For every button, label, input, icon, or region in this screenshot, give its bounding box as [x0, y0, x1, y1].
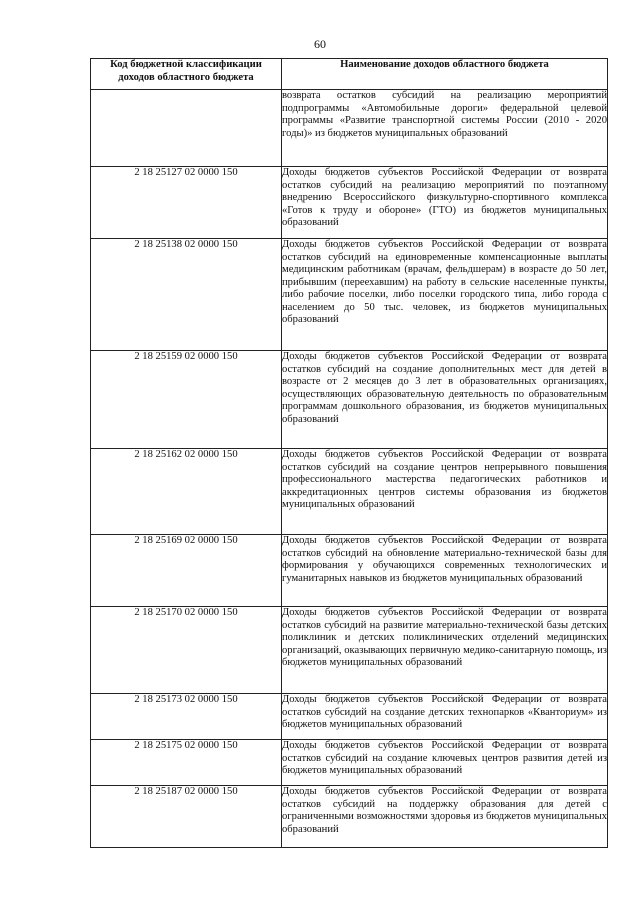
- row-code: 2 18 25169 02 0000 150: [91, 535, 282, 607]
- row-name: Доходы бюджетов субъектов Российской Федерации от возврата остатков субсидий на развитие материально-технической базы детских поликлиник и детских поликлинических отделений медицинских организаций, оказывающих первичную медико-санитарную помощь, из бюджетов муниципальных образований: [282, 607, 608, 694]
- row-code: 2 18 25138 02 0000 150: [91, 239, 282, 351]
- row-name: возврата остатков субсидий на реализацию мероприятий подпрограммы «Автомобильные дороги» федеральной целевой программы «Развитие транспортной системы России (2010 - 2020 годы)» из бюджетов муниципальных образований: [282, 90, 608, 167]
- table-row: [91, 90, 608, 167]
- table-row: [91, 607, 608, 694]
- revenue-classification-table: [90, 58, 608, 848]
- table-row: [91, 167, 608, 239]
- row-name: Доходы бюджетов субъектов Российской Федерации от возврата остатков субсидий на создание ключевых центров развития детей из бюджетов муниципальных образований: [282, 740, 608, 786]
- table-header-row: [91, 59, 608, 90]
- table-row: [91, 740, 608, 786]
- table-row: [91, 535, 608, 607]
- row-name: Доходы бюджетов субъектов Российской Федерации от возврата остатков субсидий на обновление материально-технической базы для формирования у обучающихся современных технологических и гуманитарных навыков из бюджетов муниципальных образований: [282, 535, 608, 607]
- row-code: 2 18 25187 02 0000 150: [91, 786, 282, 848]
- row-name: Доходы бюджетов субъектов Российской Федерации от возврата остатков субсидий на создание детских технопарков «Кванториум» из бюджетов муниципальных образований: [282, 694, 608, 740]
- row-name: Доходы бюджетов субъектов Российской Федерации от возврата остатков субсидий на создание дополнительных мест для детей в возрасте от 2 месяцев до 3 лет в образовательных организациях, осуществляющих образовательную деятельность по образовательным программам дошкольного образования, из бюджетов муниципальных образований: [282, 351, 608, 449]
- row-code: 2 18 25173 02 0000 150: [91, 694, 282, 740]
- table-row: [91, 786, 608, 848]
- row-code: 2 18 25170 02 0000 150: [91, 607, 282, 694]
- table-row: [91, 351, 608, 449]
- row-code: 2 18 25175 02 0000 150: [91, 740, 282, 786]
- table-row: [91, 694, 608, 740]
- header-code: Код бюджетной классификации доходов областного бюджета: [91, 59, 282, 90]
- table-row: [91, 449, 608, 535]
- row-code: 2 18 25162 02 0000 150: [91, 449, 282, 535]
- page-number: 60: [314, 37, 326, 51]
- header-name: Наименование доходов областного бюджета: [282, 59, 608, 90]
- row-name: Доходы бюджетов субъектов Российской Федерации от возврата остатков субсидий на поддержку образования для детей с ограниченными возможностями здоровья из бюджетов муниципальных образований: [282, 786, 608, 848]
- table-row: [91, 239, 608, 351]
- row-code: 2 18 25159 02 0000 150: [91, 351, 282, 449]
- row-name: Доходы бюджетов субъектов Российской Федерации от возврата остатков субсидий на единовременные компенсационные выплаты медицинским работникам (врачам, фельдшерам) в возрасте до 50 лет, прибывшим (переехавшим) на работу в сельские населенные пункты, либо рабочие поселки, либо поселки городского типа, либо города с населением до 50 тыс. человек, из бюджетов муниципальных образований: [282, 239, 608, 351]
- row-code: 2 18 25127 02 0000 150: [91, 167, 282, 239]
- row-name: Доходы бюджетов субъектов Российской Федерации от возврата остатков субсидий на создание центров непрерывного повышения профессионального мастерства педагогических работников и аккредитационных центров системы образования из бюджетов муниципальных образований: [282, 449, 608, 535]
- row-name: Доходы бюджетов субъектов Российской Федерации от возврата остатков субсидий на реализацию мероприятий по поэтапному внедрению Всероссийского физкультурно-спортивного комплекса «Готов к труду и обороне» (ГТО) из бюджетов муниципальных образований: [282, 167, 608, 239]
- row-code: [91, 90, 282, 167]
